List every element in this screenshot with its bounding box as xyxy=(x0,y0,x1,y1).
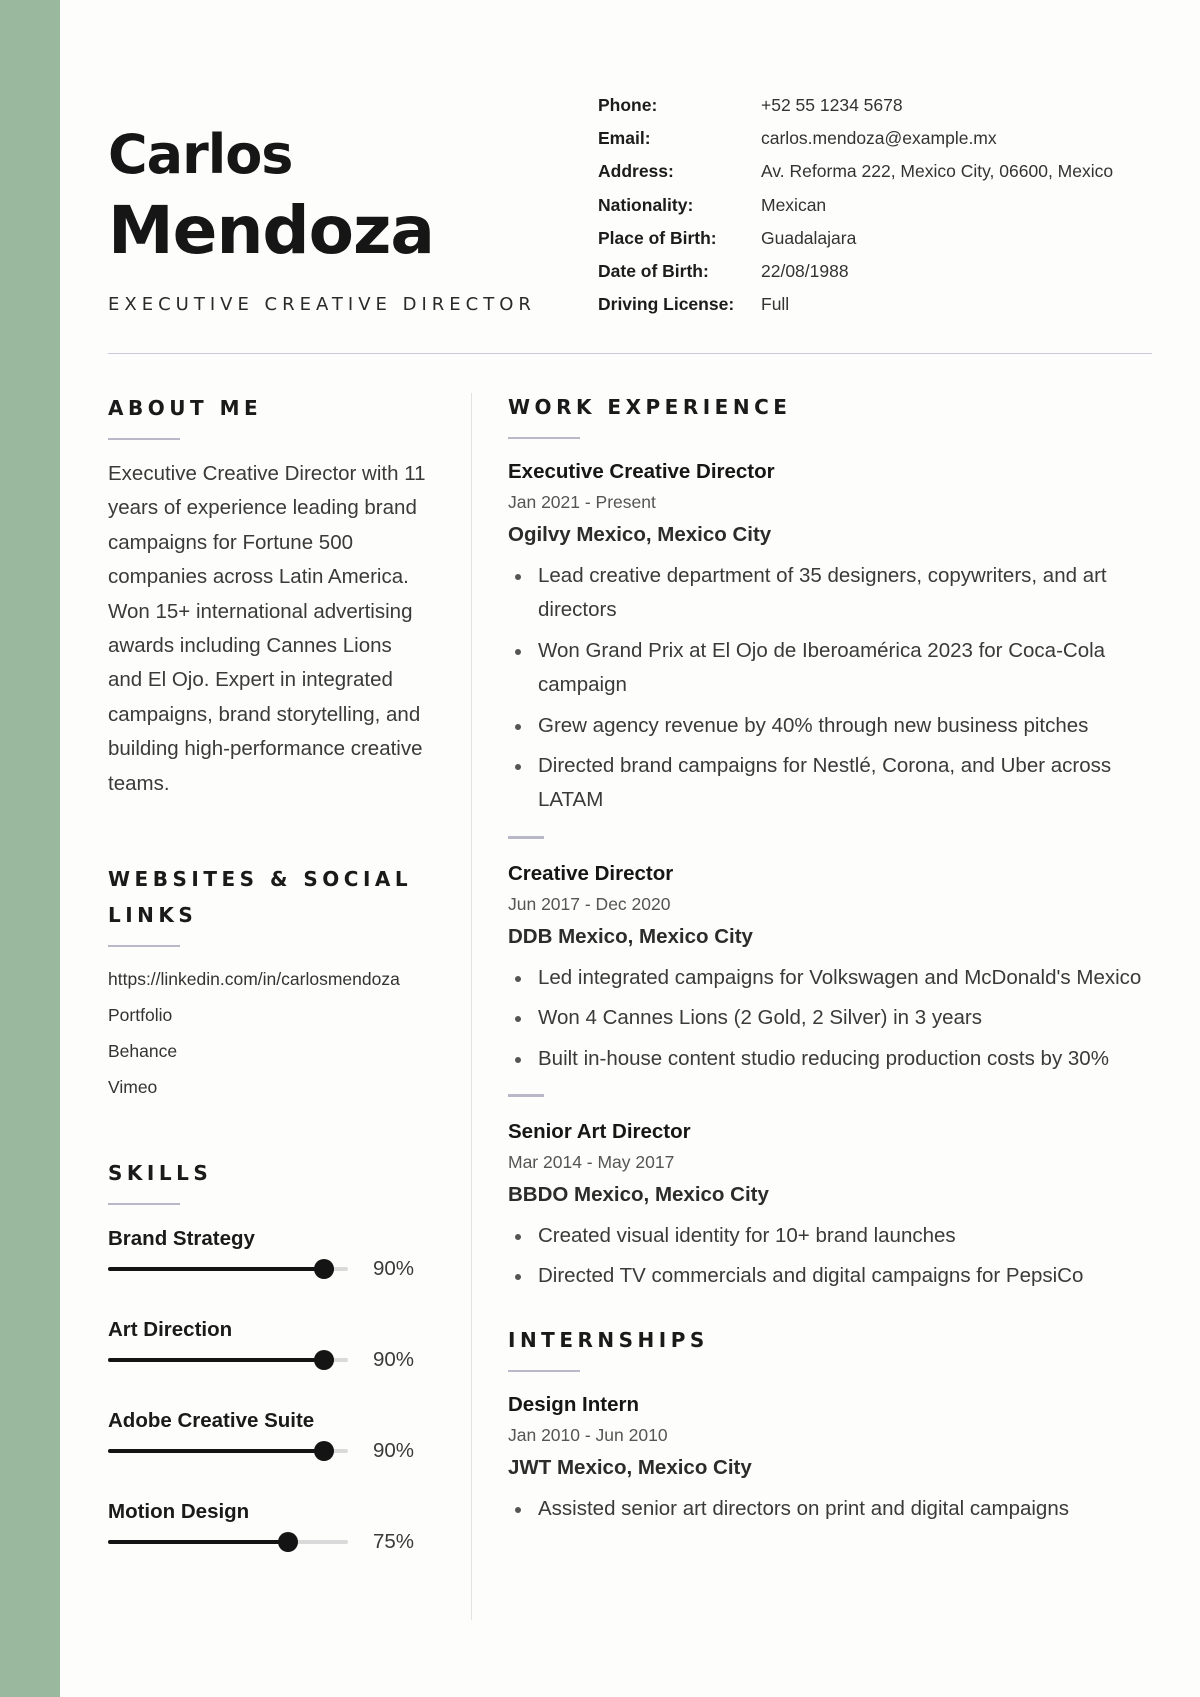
contact-label: Phone: xyxy=(598,95,658,116)
side-accent-stripe xyxy=(0,0,60,1697)
job-dates: Jan 2021 - Present xyxy=(508,492,656,512)
contact-value: Guadalajara xyxy=(761,227,857,248)
skill-bar-fill xyxy=(108,1449,324,1453)
links-section xyxy=(108,861,418,1109)
job-bullet: Directed brand campaigns for Nestlé, Corona, and Uber across LATAM xyxy=(508,749,1154,818)
contact-label: Date of Birth: xyxy=(598,261,709,282)
contact-value: 22/08/1988 xyxy=(761,261,849,282)
job-entry xyxy=(508,859,1154,1076)
job-company: JWT Mexico, Mexico City xyxy=(508,1455,752,1479)
skill-percentage: 90% xyxy=(372,1348,414,1371)
skill-bar-fill xyxy=(108,1358,324,1362)
job-entry xyxy=(508,457,1154,818)
job-bullets xyxy=(508,961,1154,1076)
job-bullets xyxy=(508,1219,1154,1294)
section-underline xyxy=(108,945,180,947)
skill-percentage: 75% xyxy=(372,1530,414,1553)
contact-label: Place of Birth: xyxy=(598,227,717,248)
skill-bar-track xyxy=(108,1540,348,1544)
skill-bar-track xyxy=(108,1449,348,1453)
contact-label: Address: xyxy=(598,161,674,182)
internship-entry xyxy=(508,1390,1154,1526)
job-dates: Jun 2017 - Dec 2020 xyxy=(508,893,671,914)
column-divider xyxy=(471,393,472,1620)
contact-value: carlos.mendoza@example.mx xyxy=(761,128,997,149)
link-vimeo[interactable]: Vimeo xyxy=(108,1077,158,1097)
job-role: Creative Director xyxy=(508,861,674,885)
job-dates: Mar 2014 - May 2017 xyxy=(508,1152,675,1173)
skill-item xyxy=(108,1498,414,1589)
links-heading: WEBSITES & SOCIAL LINKS xyxy=(108,867,413,927)
section-underline xyxy=(108,1203,180,1205)
job-bullet: Assisted senior art directors on print and digital campaigns xyxy=(508,1492,1154,1526)
job-bullet: Won 4 Cannes Lions (2 Gold, 2 Silver) in 3 years xyxy=(508,1001,1154,1035)
job-bullet: Lead creative department of 35 designers, copywriters, and art directors xyxy=(508,559,1154,628)
link-linkedin[interactable]: https://linkedin.com/in/carlosmendoza xyxy=(108,969,400,989)
contact-row-phone xyxy=(598,89,1168,122)
job-role: Executive Creative Director xyxy=(508,460,775,483)
skill-item xyxy=(108,1316,414,1407)
contact-label: Nationality: xyxy=(598,194,694,215)
skill-level-knob xyxy=(314,1259,334,1279)
skill-percentage: 90% xyxy=(372,1439,414,1462)
skills-section xyxy=(108,1155,414,1589)
contact-row-address xyxy=(598,155,1168,188)
contact-value: Mexican xyxy=(761,194,827,215)
job-separator xyxy=(508,836,544,839)
job-role: Senior Art Director xyxy=(508,1120,691,1144)
skill-percentage: 90% xyxy=(372,1257,414,1280)
about-text: Executive Creative Director with 11 years of experience leading brand campaigns for Fortune 500 companies across Latin America. Won 15+ international advertising awards including Cannes Lions and El Ojo. Expert in integrated campaigns, brand storytelling, and building high-performance creative teams. xyxy=(108,462,426,795)
first-name: Carlos xyxy=(108,123,293,186)
experience-heading: WORK EXPERIENCE xyxy=(508,395,792,419)
job-company: BBDO Mexico, Mexico City xyxy=(508,1183,769,1207)
job-company: Ogilvy Mexico, Mexico City xyxy=(508,523,772,546)
skill-bar-fill xyxy=(108,1540,288,1544)
skill-name: Motion Design xyxy=(108,1500,250,1523)
job-company: DDB Mexico, Mexico City xyxy=(508,924,753,948)
contact-details xyxy=(598,89,1168,321)
job-role: Design Intern xyxy=(508,1392,639,1416)
skill-name: Adobe Creative Suite xyxy=(108,1409,315,1432)
name-block xyxy=(108,123,568,269)
skill-level-knob xyxy=(314,1441,334,1461)
internships-heading: INTERNSHIPS xyxy=(508,1327,709,1352)
job-bullets xyxy=(508,559,1154,818)
job-bullet: Built in-house content studio reducing production costs by 30% xyxy=(508,1042,1154,1076)
job-separator xyxy=(508,1094,544,1097)
section-underline xyxy=(508,1370,580,1372)
skill-bar-track xyxy=(108,1358,348,1362)
contact-row-nationality xyxy=(598,189,1168,222)
contact-row-date-of-birth xyxy=(598,255,1168,288)
skill-level-knob xyxy=(314,1350,334,1370)
job-dates: Jan 2010 - Jun 2010 xyxy=(508,1424,668,1445)
skill-bar-fill xyxy=(108,1267,324,1271)
about-section xyxy=(108,390,428,801)
job-bullets xyxy=(508,1492,1154,1526)
skill-name: Art Direction xyxy=(108,1318,233,1341)
skill-item xyxy=(108,1407,414,1498)
link-portfolio[interactable]: Portfolio xyxy=(108,1005,173,1025)
contact-value: Full xyxy=(761,294,790,315)
contact-label: Driving License: xyxy=(598,294,735,315)
skill-bar-track xyxy=(108,1267,348,1271)
contact-value: +52 55 1234 5678 xyxy=(761,95,903,116)
header-divider xyxy=(108,353,1152,354)
skill-item xyxy=(108,1225,414,1316)
about-heading: ABOUT ME xyxy=(108,396,263,420)
job-bullet: Led integrated campaigns for Volkswagen and McDonald's Mexico xyxy=(508,961,1154,995)
skill-name: Brand Strategy xyxy=(108,1227,255,1250)
skills-heading: SKILLS xyxy=(108,1161,213,1185)
skill-list xyxy=(108,1225,414,1589)
job-bullet: Created visual identity for 10+ brand launches xyxy=(508,1219,1154,1253)
internships-section xyxy=(508,1322,1154,1526)
last-name: Mendoza xyxy=(108,192,434,269)
contact-row-email xyxy=(598,122,1168,155)
section-underline xyxy=(508,437,580,439)
job-bullet: Directed TV commercials and digital campaigns for PepsiCo xyxy=(508,1259,1154,1293)
job-bullet: Grew agency revenue by 40% through new business pitches xyxy=(508,709,1154,743)
job-title: EXECUTIVE CREATIVE DIRECTOR xyxy=(108,294,536,315)
contact-value: Av. Reforma 222, Mexico City, 06600, Mexico xyxy=(761,161,1114,182)
contact-label: Email: xyxy=(598,128,651,149)
job-bullet: Won Grand Prix at El Ojo de Iberoamérica 2023 for Coca-Cola campaign xyxy=(508,634,1154,703)
link-behance[interactable]: Behance xyxy=(108,1041,178,1061)
job-entry xyxy=(508,1117,1154,1294)
contact-row-driving-license xyxy=(598,288,1168,321)
section-underline xyxy=(108,438,180,440)
experience-section xyxy=(508,389,1154,1532)
contact-row-place-of-birth xyxy=(598,222,1168,255)
link-list xyxy=(108,965,418,1101)
skill-level-knob xyxy=(278,1532,298,1552)
